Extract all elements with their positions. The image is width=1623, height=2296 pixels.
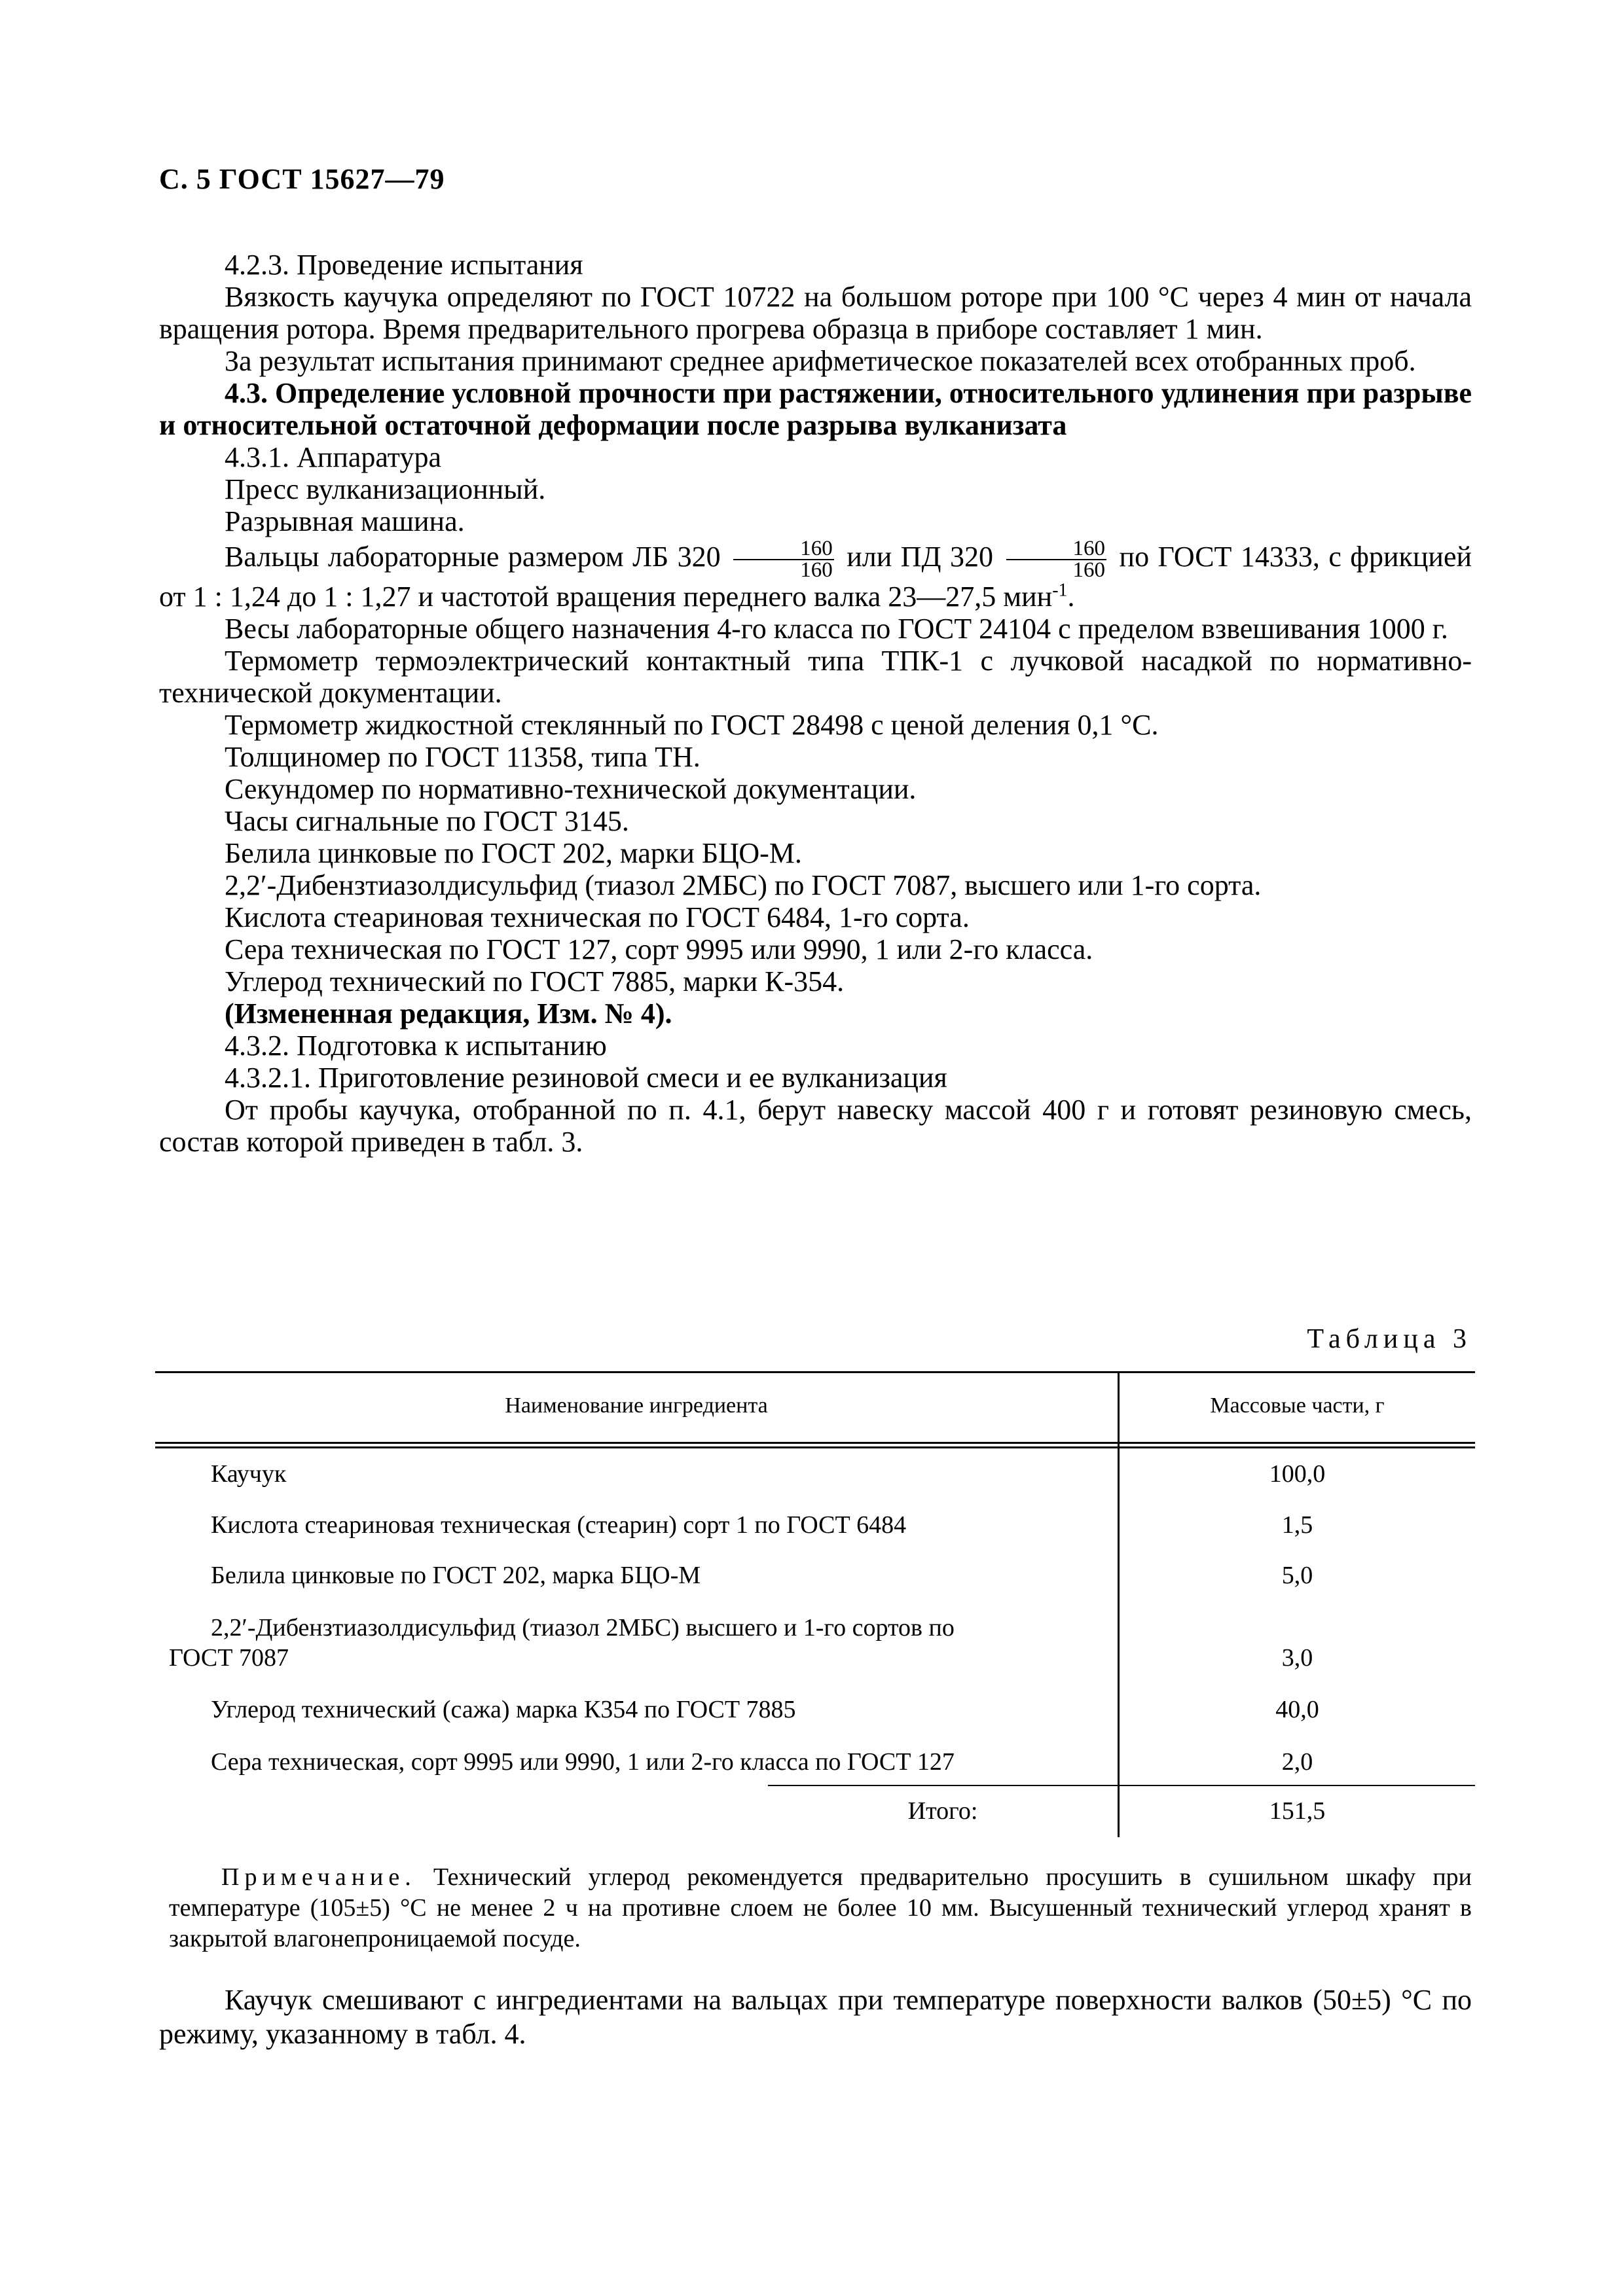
list-item-thermometer: Термометр жидкостной стеклянный по ГОСТ 28498 с ценой деления 0,1 °С. — [225, 708, 1159, 741]
list-item-scales: Весы лабораторные общего назначения 4-го класса по ГОСТ 24104 с пределом взвешивания 1000 г. — [225, 612, 1448, 645]
body-section-top — [159, 249, 1472, 1158]
table-row-ingredient-line2: ГОСТ 7087 — [169, 1644, 289, 1672]
table-row-ingredient: Углерод технический (сажа) марка К354 по ГОСТ 7885 — [211, 1696, 796, 1723]
table-row-ingredient: Белила цинковые по ГОСТ 202, марка БЦО-М — [211, 1562, 701, 1589]
rollers-text-d: от 1 : 1,24 до 1 : 1,27 и частотой вращения переднего валка 23—27,5 мин — [159, 580, 1053, 613]
paragraph-4-3-2-1: 4.3.2.1. Приготовление резиновой смеси и ее вулканизация — [225, 1061, 947, 1094]
fraction-denominator: 160 — [800, 558, 833, 582]
paragraph-result: За результат испытания принимают среднее арифметическое показателей всех отобранных проб. — [225, 345, 1416, 377]
fraction-denominator: 160 — [1072, 558, 1106, 582]
paragraph-4-3-1: 4.3.1. Аппаратура — [225, 441, 441, 473]
rollers-text-e: . — [1067, 580, 1075, 613]
table-row-ingredient-line1: 2,2′-Дибензтиазолдисульфид (тиазол 2МБС) высшего и 1-го сортов по — [211, 1614, 955, 1641]
table-row-value: 3,0 — [1281, 1644, 1313, 1672]
table-header-rule-double — [155, 1446, 1475, 1448]
final-paragraph: Каучук смешивают с ингредиентами на вальцах при температуре поверхности валков (50±5) °С по режиму, указанному в табл. 4. — [159, 1984, 1472, 2050]
list-item-press: Пресс вулканизационный. — [225, 473, 546, 505]
fraction-numerator: 160 — [1006, 539, 1107, 560]
table-row-ingredient: Кислота стеариновая техническая (стеарин) сорт 1 по ГОСТ 6484 — [211, 1511, 907, 1539]
fraction-pd — [1006, 536, 1107, 582]
note-text: Технический углерод рекомендуется предварительно просушить в сушильном шкафу при температуре (105±5) °С не менее 2 ч на противне слоем не более 10 мм. Высушенный технический углерод хранят в закрытой влагонепроницаемой посуде. — [169, 1863, 1472, 1952]
table-total-value: 151,5 — [1269, 1797, 1326, 1825]
paragraph-4-2-3: 4.2.3. Проведение испытания — [225, 249, 583, 281]
rollers-exponent: -1 — [1052, 580, 1068, 601]
list-item-zinc-white: Белила цинковые по ГОСТ 202, марки БЦО-М. — [225, 836, 802, 869]
list-item-carbon: Углерод технический по ГОСТ 7885, марки К-354. — [225, 965, 845, 997]
table-row-value: 100,0 — [1269, 1460, 1326, 1488]
list-item-rollers — [159, 537, 1472, 581]
table-caption: Таблица 3 — [1307, 1324, 1472, 1354]
table-top-rule — [155, 1371, 1475, 1373]
table-row-value: 40,0 — [1275, 1696, 1319, 1723]
fraction-numerator: 160 — [733, 539, 834, 560]
table-row-value: 5,0 — [1281, 1562, 1313, 1589]
paragraph-viscosity: Вязкость каучука определяют по ГОСТ 10722 на большом роторе при 100 °С через 4 мин от начала вращения ротора. Время предварительного прогрева образца в приборе составляет 1 мин. — [159, 281, 1472, 345]
table-total-rule — [768, 1785, 1475, 1786]
column-header-ingredient: Наименование ингредиента — [505, 1393, 768, 1418]
page-header: С. 5 ГОСТ 15627—79 — [159, 163, 445, 195]
table-row-ingredient: Сера техническая, сорт 9995 или 9990, 1 или 2-го класса по ГОСТ 127 — [211, 1748, 955, 1776]
section-heading-4-3: 4.3. Определение условной прочности при растяжении, относительного удлинения при разрыве и относительной остаточной деформации после разрыва вулканизата — [159, 377, 1472, 441]
paragraph-sample-prep: От пробы каучука, отобранной по п. 4.1, берут навеску массой 400 г и готовят резиновую смесь, состав которой приведен в табл. 3. — [159, 1093, 1472, 1158]
paragraph-4-3-2: 4.3.2. Подготовка к испытанию — [225, 1029, 607, 1062]
table-row-value: 1,5 — [1281, 1511, 1313, 1539]
list-item-tensile-machine: Разрывная машина. — [225, 505, 465, 537]
table-note — [169, 1862, 1472, 1954]
amendment-note: (Измененная редакция, Изм. № 4). — [225, 997, 672, 1030]
fraction-lb — [733, 536, 834, 582]
column-header-parts: Массовые части, г — [1210, 1393, 1385, 1418]
list-item-stopwatch: Секундомер по нормативно-технической документации. — [225, 772, 917, 805]
table-total-label: Итого: — [907, 1797, 978, 1825]
rollers-text-a: Вальцы лабораторные размером ЛБ 320 — [225, 541, 721, 573]
list-item-thermocouple: Термометр термоэлектрический контактный типа ТПК-1 с лучковой насадкой по нормативно-технической документации. — [159, 644, 1472, 709]
list-item-mbts: 2,2′-Дибензтиазолдисульфид (тиазол 2МБС) по ГОСТ 7087, высшего или 1-го сорта. — [225, 869, 1262, 901]
list-item-rollers-cont — [159, 581, 1472, 613]
table-row-ingredient: Каучук — [211, 1460, 287, 1488]
list-item-sulfur: Сера техническая по ГОСТ 127, сорт 9995 или 9990, 1 или 2-го класса. — [225, 933, 1093, 965]
list-item-stearic-acid: Кислота стеариновая техническая по ГОСТ 6484, 1-го сорта. — [225, 901, 970, 933]
list-item-thickness-gauge: Толщиномер по ГОСТ 11358, типа ТН. — [225, 740, 701, 773]
note-label: Примечание. — [221, 1863, 416, 1891]
list-item-signal-clock: Часы сигнальные по ГОСТ 3145. — [225, 804, 629, 837]
rollers-text-c: по ГОСТ 14333, с фрикцией — [1119, 541, 1472, 573]
table-header-rule — [155, 1442, 1475, 1444]
table-row-value: 2,0 — [1281, 1748, 1313, 1776]
rollers-text-b: или ПД 320 — [847, 541, 994, 573]
